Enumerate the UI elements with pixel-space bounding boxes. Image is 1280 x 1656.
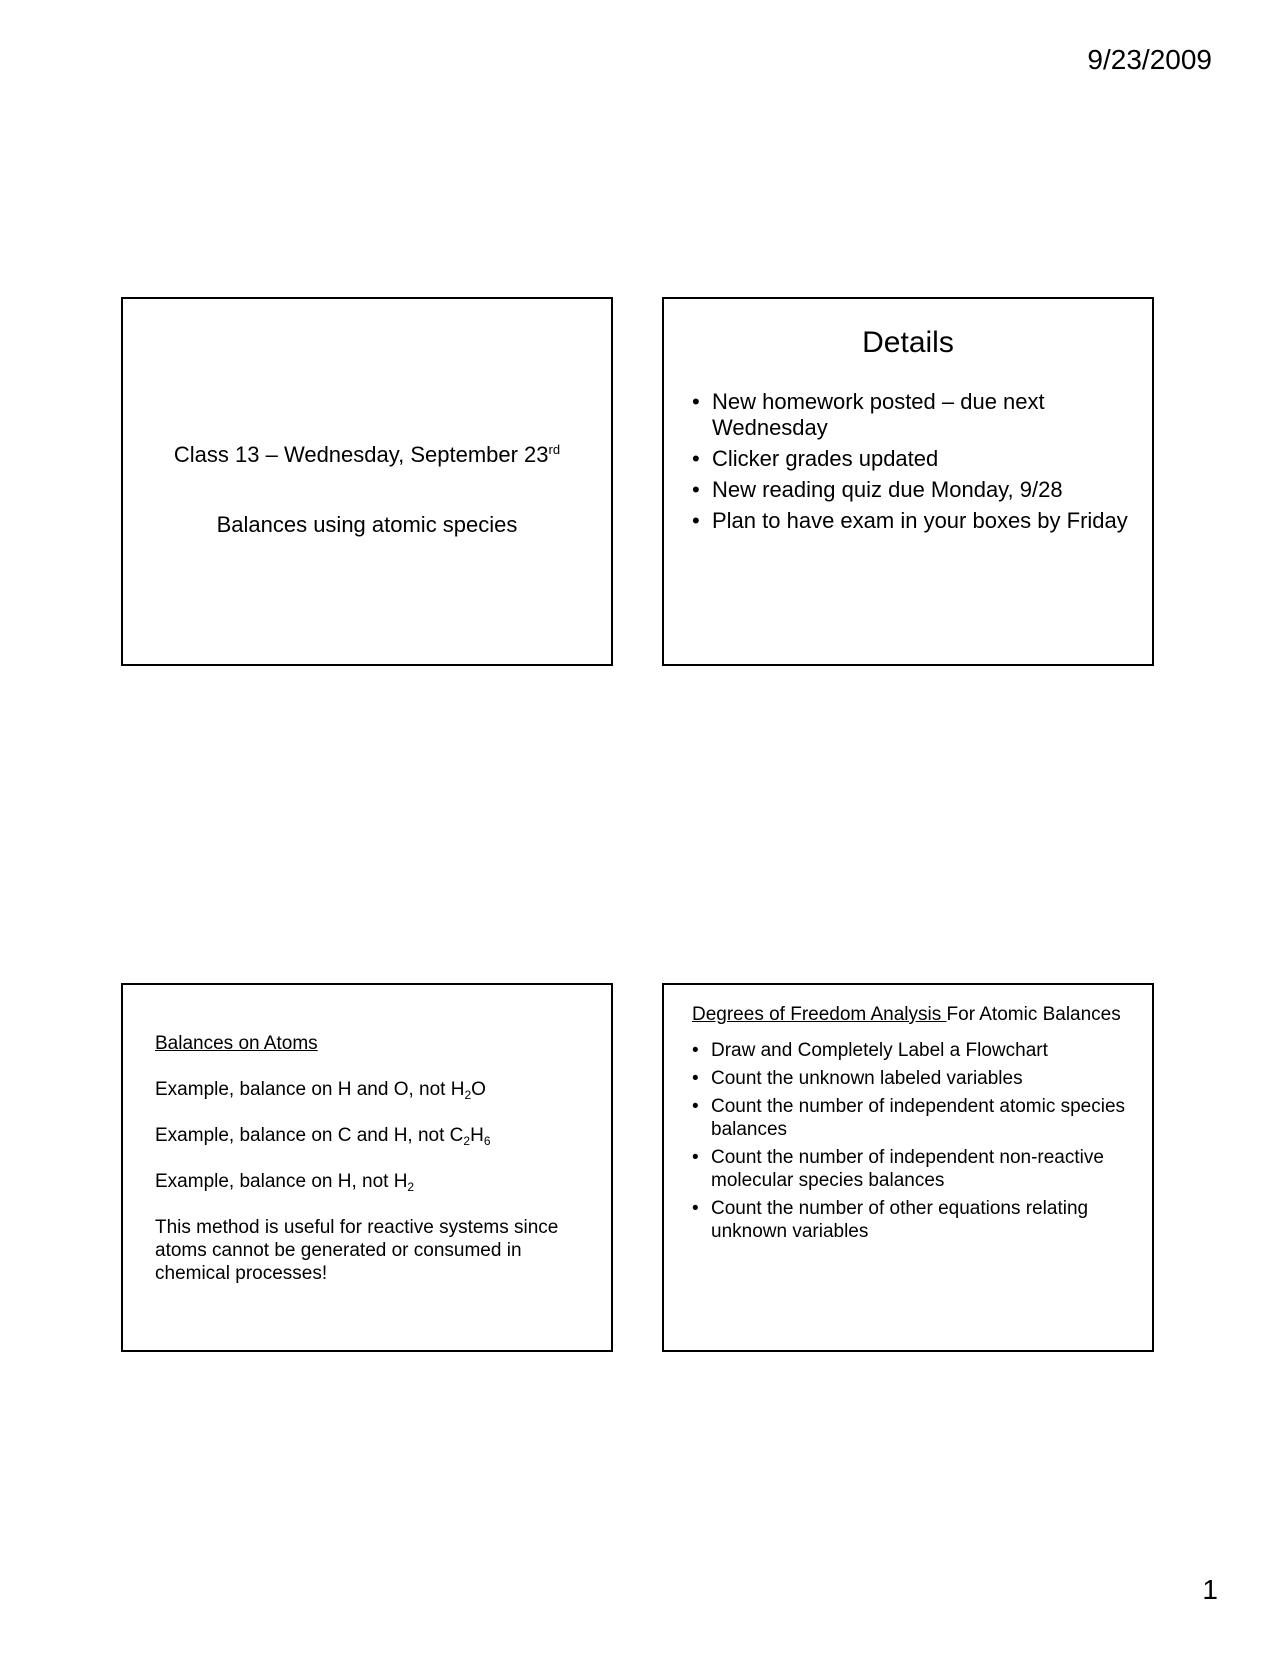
example-c2h6 [155,1124,593,1147]
title-text: Class 13 – Wednesday, September 23 [173,442,549,467]
details-bullet: • Plan to have exam in your boxes by Friday [690,508,1134,534]
dof-bullet: • Draw and Completely Label a Flowchart [692,1039,1134,1062]
example-text: Example, balance on H and O, not H [155,1079,465,1100]
example-text: Example, balance on C and H, not C [155,1125,464,1146]
slide-details [662,297,1154,666]
example-text: Example, balance on H, not H [155,1171,408,1192]
dof-bullet: • Count the number of independent non-reactive molecular species balances [692,1146,1134,1192]
slide-degrees-of-freedom [662,983,1154,1352]
subscript: 2 [407,1180,415,1194]
dof-bullet: • Count the number of independent atomic species balances [692,1095,1134,1141]
slide-title-subtitle: Balances using atomic species [216,512,518,537]
dof-heading [692,1003,1142,1026]
details-bullet: • New homework posted – due next Wednesday [690,389,1134,441]
details-bullet-list [690,389,1134,539]
page-number: 1 [1202,1574,1218,1605]
example-text: O [471,1079,486,1100]
dof-bullet: • Count the number of other equations relating unknown variables [692,1197,1134,1243]
title-ordinal-suffix: rd [548,442,561,457]
details-bullet: • Clicker grades updated [690,446,1134,472]
dof-heading-rest: For Atomic Balances [946,1004,1121,1025]
slide-balances-on-atoms [121,983,613,1352]
details-bullet: • New reading quiz due Monday, 9/28 [690,477,1134,503]
page-date: 9/23/2009 [1087,44,1212,75]
example-h2 [155,1170,593,1193]
atoms-note: This method is useful for reactive systems since atoms cannot be generated or consumed in chemical processes! [155,1217,559,1284]
atoms-body [155,1032,593,1308]
subscript: 2 [464,1088,472,1102]
example-text: H [470,1125,484,1146]
subscript: 6 [483,1134,491,1148]
dof-bullet: • Count the unknown labeled variables [692,1067,1134,1090]
example-h2o [155,1078,593,1101]
atoms-heading: Balances on Atoms [155,1033,318,1054]
slide-title [121,297,613,666]
dof-heading-underlined: Degrees of Freedom Analysis [692,1004,947,1025]
details-heading: Details [862,326,954,359]
subscript: 2 [463,1134,471,1148]
dof-bullet-list [692,1039,1134,1248]
slide-title-heading [123,442,611,468]
